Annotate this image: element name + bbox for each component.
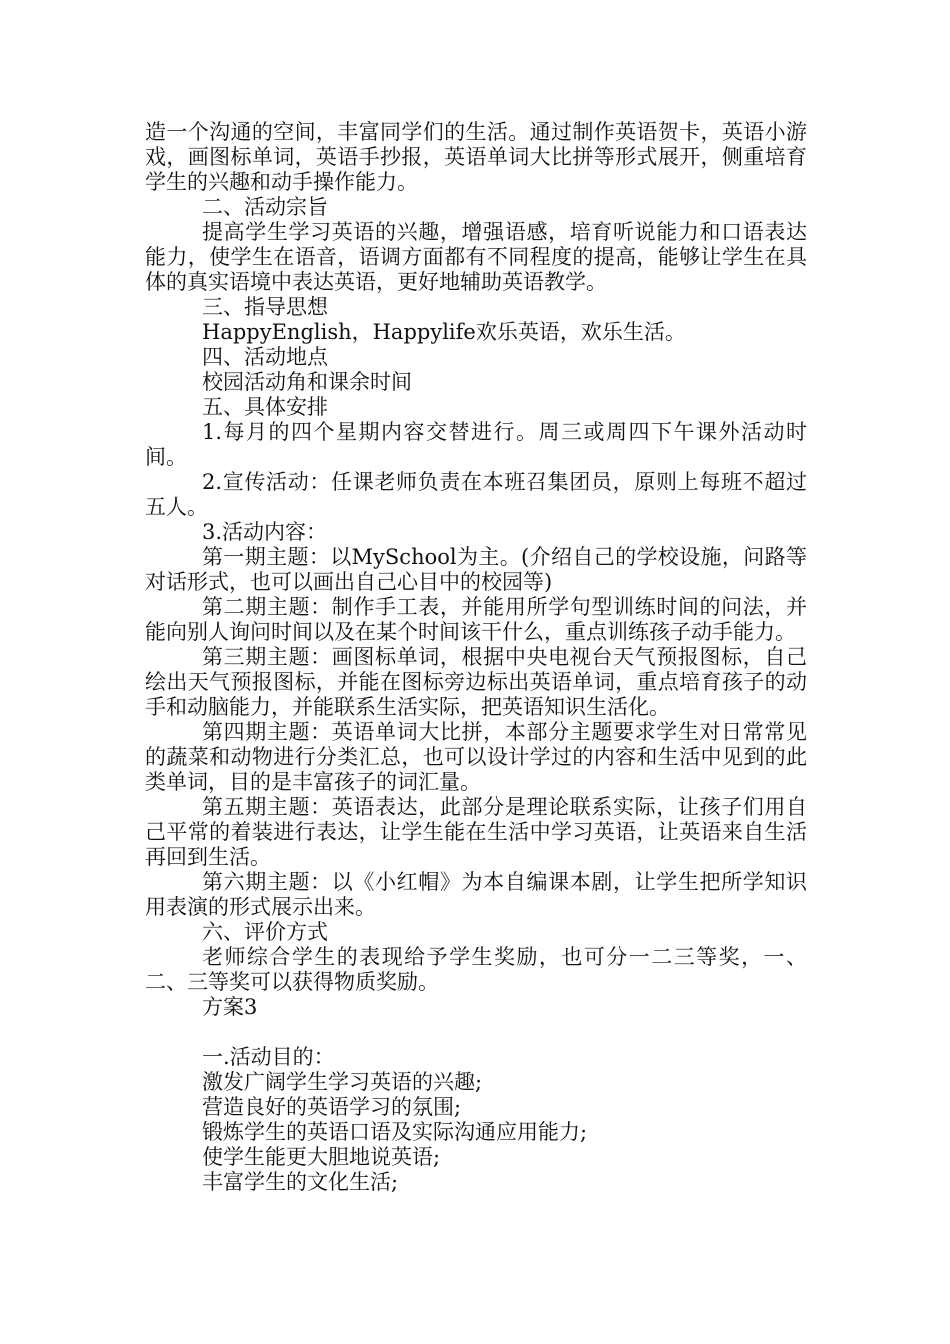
paragraph: 造一个沟通的空间，丰富同学们的生活。通过制作英语贺卡，英语小游戏，画图标单词，英语手抄报，英语单词大比拼等形式展开，侧重培育学生的兴趣和动手操作能力。 xyxy=(145,120,807,194)
theme-paragraph: 第四期主题：英语单词大比拼，本部分主题要求学生对日常常见的蔬菜和动物进行分类汇总，也可以设计学过的内容和生活中见到的此类单词，目的是丰富孩子的词汇量。 xyxy=(145,720,807,794)
theme-paragraph: 第三期主题：画图标单词，根据中央电视台天气预报图标，自己绘出天气预报图标，并能在图标旁边标出英语单词，重点培育孩子的动手和动脑能力，并能联系生活实际，把英语知识生活化。 xyxy=(145,645,807,719)
section-heading: 五、具体安排 xyxy=(202,395,328,419)
theme-paragraph: 第二期主题：制作手工表，并能用所学句型训练时间的问法，并能向别人询问时间以及在某个时间该干什么，重点训练孩子动手能力。 xyxy=(145,595,807,644)
theme-paragraph: 第六期主题：以《小红帽》为本自编课本剧，让学生把所学知识用表演的形式展示出来。 xyxy=(145,870,807,919)
paragraph: 老师综合学生的表现给予学生奖励，也可分一二三等奖，一、二、三等奖可以获得物质奖励。 xyxy=(145,945,807,994)
theme-paragraph: 第五期主题：英语表达，此部分是理论联系实际，让孩子们用自己平常的着装进行表达，让学生能在生活中学习英语，让英语来自生活再回到生活。 xyxy=(145,795,807,869)
list-item: 丰富学生的文化生活; xyxy=(202,1170,399,1194)
list-item: 2.宣传活动：任课老师负责在本班召集团员，原则上每班不超过五人。 xyxy=(145,470,807,519)
paragraph: 校园活动角和课余时间 xyxy=(202,370,412,394)
list-item: 使学生能更大胆地说英语; xyxy=(202,1145,441,1169)
paragraph: HappyEnglish，Happylife欢乐英语，欢乐生活。 xyxy=(202,320,686,344)
paragraph: 提高学生学习英语的兴趣，增强语感，培育听说能力和口语表达能力，使学生在语音，语调方面都有不同程度的提高，能够让学生在具体的真实语境中表达英语，更好地辅助英语教学。 xyxy=(145,220,807,294)
plan-title: 方案3 xyxy=(202,995,258,1019)
list-item: 锻炼学生的英语口语及实际沟通应用能力; xyxy=(202,1120,588,1144)
list-item: 激发广阔学生学习英语的兴趣; xyxy=(202,1070,483,1094)
document-body xyxy=(145,120,807,1195)
section-heading: 三、指导思想 xyxy=(202,295,328,319)
list-item: 1.每月的四个星期内容交替进行。周三或周四下午课外活动时间。 xyxy=(145,420,807,469)
theme-paragraph: 第一期主题：以MySchool为主。(介绍自己的学校设施，问路等对话形式，也可以画出自己心目中的校园等) xyxy=(145,545,807,594)
list-item: 营造良好的英语学习的氛围; xyxy=(202,1095,462,1119)
blank-line xyxy=(145,1020,807,1045)
section-heading: 四、活动地点 xyxy=(202,345,328,369)
section-heading: 六、评价方式 xyxy=(202,920,328,944)
section-heading: 一.活动目的： xyxy=(202,1045,335,1069)
section-heading: 二、活动宗旨 xyxy=(202,195,328,219)
list-item: 3.活动内容： xyxy=(202,520,328,544)
